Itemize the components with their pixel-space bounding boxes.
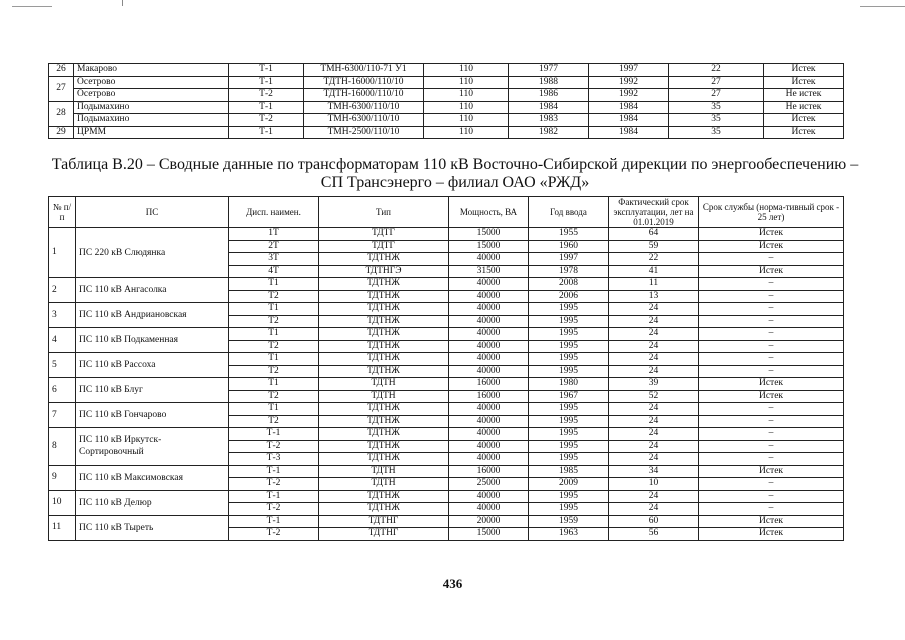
- header-no: № п/п: [49, 197, 76, 228]
- substation-name: ПС 110 кВ Иркутск-Сортировочный: [76, 428, 229, 466]
- service-life-status: –: [699, 315, 844, 328]
- dispatch-name: 4Т: [229, 265, 319, 278]
- transformer-type: ТДТНЖ: [319, 340, 449, 353]
- table-row: [49, 126, 844, 139]
- dispatch-name: 1Т: [229, 228, 319, 241]
- service-life-status: Истек: [699, 465, 844, 478]
- substation-name: Осетрово: [74, 76, 229, 89]
- service-life-status: Истек: [699, 378, 844, 391]
- voltage: 110: [424, 101, 509, 114]
- power: 40000: [449, 315, 529, 328]
- substation-name: ПС 110 кВ Рассоха: [76, 353, 229, 378]
- dispatch-name: Т2: [229, 340, 319, 353]
- transformer-type: ТДТНЖ: [319, 253, 449, 266]
- table-row: [49, 328, 844, 341]
- header-power: Мощность, ВА: [449, 197, 529, 228]
- service-life-status: –: [699, 290, 844, 303]
- actual-service-years: 39: [609, 378, 699, 391]
- dispatch-name: Т1: [229, 303, 319, 316]
- table-row: [49, 89, 844, 102]
- transformer-type: ТДТНЖ: [319, 353, 449, 366]
- commission-year: 1963: [529, 528, 609, 541]
- commission-year: 2006: [529, 290, 609, 303]
- transformer-type: ТДТН-16000/110/10: [304, 76, 424, 89]
- power: 31500: [449, 265, 529, 278]
- service-status: Не истек: [764, 89, 844, 102]
- commission-year: 1984: [589, 126, 669, 139]
- actual-service-years: 24: [609, 353, 699, 366]
- dispatch-name: Т2: [229, 315, 319, 328]
- dispatch-name: Т-2: [229, 528, 319, 541]
- continued-table-body: [49, 64, 844, 139]
- actual-service-years: 24: [609, 490, 699, 503]
- row-number: 2: [49, 278, 76, 303]
- power: 40000: [449, 278, 529, 291]
- actual-service-years: 11: [609, 278, 699, 291]
- actual-service-years: 24: [609, 415, 699, 428]
- manufacture-year: 1984: [509, 101, 589, 114]
- transformer-type: ТДТНЖ: [319, 290, 449, 303]
- actual-service-years: 59: [609, 240, 699, 253]
- substation-name: Подымахино: [74, 114, 229, 127]
- dispatch-name: Т1: [229, 403, 319, 416]
- voltage: 110: [424, 89, 509, 102]
- substation-name: ПС 110 кВ Делюр: [76, 490, 229, 515]
- dispatch-name: Т-1: [229, 126, 304, 139]
- power: 40000: [449, 290, 529, 303]
- actual-service-years: 24: [609, 503, 699, 516]
- substation-name: Подымахино: [74, 101, 229, 114]
- service-life-status: –: [699, 490, 844, 503]
- dispatch-name: Т-2: [229, 114, 304, 127]
- service-life-status: –: [699, 440, 844, 453]
- actual-service-years: 24: [609, 340, 699, 353]
- transformer-type: ТМН-6300/110/10: [304, 114, 424, 127]
- substation-name: ПС 110 кВ Подкаменная: [76, 328, 229, 353]
- actual-service-years: 34: [609, 465, 699, 478]
- row-number: 4: [49, 328, 76, 353]
- power: 15000: [449, 528, 529, 541]
- substation-name: ПС 110 кВ Тыреть: [76, 515, 229, 540]
- dispatch-name: Т-2: [229, 503, 319, 516]
- table-row: [49, 465, 844, 478]
- substation-name: ПС 110 кВ Максимовская: [76, 465, 229, 490]
- commission-year: 1980: [529, 378, 609, 391]
- service-life-status: Истек: [699, 240, 844, 253]
- voltage: 110: [424, 114, 509, 127]
- substation-name: ПС 110 кВ Ангасолка: [76, 278, 229, 303]
- commission-year: 1995: [529, 328, 609, 341]
- dispatch-name: Т-1: [229, 101, 304, 114]
- dispatch-name: Т1: [229, 353, 319, 366]
- power: 16000: [449, 465, 529, 478]
- power: 40000: [449, 453, 529, 466]
- service-life-status: –: [699, 328, 844, 341]
- table-row: [49, 428, 844, 441]
- transformer-type: ТДТНЖ: [319, 278, 449, 291]
- row-number: 28: [49, 101, 74, 126]
- table-row: [49, 403, 844, 416]
- table-caption-line-2: СП Трансэнерго – филиал ОАО «РЖД»: [320, 174, 590, 191]
- transformer-type: ТДТНЖ: [319, 303, 449, 316]
- actual-service-years: 24: [609, 365, 699, 378]
- transformer-type: ТДТНЖ: [319, 490, 449, 503]
- row-number: 1: [49, 228, 76, 278]
- actual-service-years: 24: [609, 303, 699, 316]
- transformer-type: ТДТНЖ: [319, 403, 449, 416]
- dispatch-name: Т2: [229, 365, 319, 378]
- row-number: 6: [49, 378, 76, 403]
- dispatch-name: 3Т: [229, 253, 319, 266]
- row-number: 3: [49, 303, 76, 328]
- transformers-table: [48, 196, 844, 541]
- row-number: 9: [49, 465, 76, 490]
- continued-table: [48, 63, 844, 139]
- commission-year: 1995: [529, 340, 609, 353]
- transformer-type: ТДТНГ: [319, 528, 449, 541]
- actual-service-years: 24: [609, 428, 699, 441]
- power: 40000: [449, 353, 529, 366]
- service-status: Истек: [764, 114, 844, 127]
- commission-year: 1995: [529, 440, 609, 453]
- dispatch-name: Т-3: [229, 453, 319, 466]
- commission-year: 1997: [529, 253, 609, 266]
- actual-service-years: 13: [609, 290, 699, 303]
- transformer-type: ТДТНЖ: [319, 328, 449, 341]
- service-life-status: Истек: [699, 390, 844, 403]
- dispatch-name: Т-2: [229, 89, 304, 102]
- power: 40000: [449, 415, 529, 428]
- transformer-type: ТДТН: [319, 465, 449, 478]
- table-row: [49, 303, 844, 316]
- row-number: 8: [49, 428, 76, 466]
- table-row: [49, 515, 844, 528]
- substation-name: ПС 110 кВ Блуг: [76, 378, 229, 403]
- dispatch-name: Т1: [229, 328, 319, 341]
- service-life-status: –: [699, 340, 844, 353]
- table-row: [49, 101, 844, 114]
- dispatch-name: 2Т: [229, 240, 319, 253]
- actual-service-years: 41: [609, 265, 699, 278]
- row-number: 10: [49, 490, 76, 515]
- transformer-type: ТДТН-16000/110/10: [304, 89, 424, 102]
- dispatch-name: Т-1: [229, 64, 304, 77]
- service-life-status: –: [699, 503, 844, 516]
- transformer-type: ТДТНЖ: [319, 365, 449, 378]
- voltage: 110: [424, 76, 509, 89]
- service-life-status: Истек: [699, 265, 844, 278]
- transformer-type: ТМН-6300/110/10: [304, 101, 424, 114]
- table-row: [49, 378, 844, 391]
- transformer-type: ТДТНЖ: [319, 315, 449, 328]
- actual-service-years: 60: [609, 515, 699, 528]
- table-row: [49, 278, 844, 291]
- transformer-type: ТДТГ: [319, 240, 449, 253]
- commission-year: 1985: [529, 465, 609, 478]
- table-row: [49, 353, 844, 366]
- transformer-type: ТДТНГ: [319, 515, 449, 528]
- service-life-status: –: [699, 278, 844, 291]
- substation-name: ПС 110 кВ Андриановская: [76, 303, 229, 328]
- service-life-status: –: [699, 353, 844, 366]
- manufacture-year: 1977: [509, 64, 589, 77]
- commission-year: 1997: [589, 64, 669, 77]
- row-number: 7: [49, 403, 76, 428]
- service-life-status: Истек: [699, 228, 844, 241]
- service-years: 22: [669, 64, 764, 77]
- page-number: 436: [442, 576, 463, 591]
- dispatch-name: Т-1: [229, 76, 304, 89]
- header-actual-service: Фактический срок эксплуатации, лет на 01.01.2019: [609, 197, 699, 228]
- actual-service-years: 56: [609, 528, 699, 541]
- power: 15000: [449, 240, 529, 253]
- substation-name: Макарово: [74, 64, 229, 77]
- power: 40000: [449, 490, 529, 503]
- power: 20000: [449, 515, 529, 528]
- power: 40000: [449, 253, 529, 266]
- power: 16000: [449, 390, 529, 403]
- dispatch-name: Т-1: [229, 490, 319, 503]
- service-life-status: –: [699, 253, 844, 266]
- power: 40000: [449, 440, 529, 453]
- commission-year: 1995: [529, 303, 609, 316]
- service-status: Истек: [764, 76, 844, 89]
- actual-service-years: 24: [609, 328, 699, 341]
- actual-service-years: 24: [609, 453, 699, 466]
- service-life-status: –: [699, 453, 844, 466]
- row-number: 29: [49, 126, 74, 139]
- voltage: 110: [424, 126, 509, 139]
- row-number: 27: [49, 76, 74, 101]
- table-header-row: [49, 197, 844, 228]
- power: 15000: [449, 228, 529, 241]
- table-row: [49, 76, 844, 89]
- dispatch-name: Т-1: [229, 465, 319, 478]
- substation-name: ЦРММ: [74, 126, 229, 139]
- transformer-type: ТДТНГЭ: [319, 265, 449, 278]
- dispatch-name: Т-1: [229, 428, 319, 441]
- dispatch-name: Т-1: [229, 515, 319, 528]
- commission-year: 1995: [529, 353, 609, 366]
- dispatch-name: Т1: [229, 278, 319, 291]
- commission-year: 1992: [589, 76, 669, 89]
- dispatch-name: Т-2: [229, 440, 319, 453]
- row-number: 26: [49, 64, 74, 77]
- commission-year: 1967: [529, 390, 609, 403]
- substation-name: Осетрово: [74, 89, 229, 102]
- service-status: Истек: [764, 64, 844, 77]
- commission-year: 1995: [529, 365, 609, 378]
- actual-service-years: 52: [609, 390, 699, 403]
- commission-year: 1995: [529, 315, 609, 328]
- transformer-type: ТДТНЖ: [319, 428, 449, 441]
- power: 40000: [449, 340, 529, 353]
- transformer-type: ТДТНЖ: [319, 415, 449, 428]
- scan-tick-mark: [122, 0, 123, 6]
- transformer-type: ТМН-6300/110-71 У1: [304, 64, 424, 77]
- transformer-type: ТДТН: [319, 378, 449, 391]
- transformer-type: ТДТН: [319, 478, 449, 491]
- commission-year: 1995: [529, 453, 609, 466]
- transformer-type: ТДТНЖ: [319, 453, 449, 466]
- power: 40000: [449, 403, 529, 416]
- commission-year: 1995: [529, 403, 609, 416]
- service-years: 27: [669, 89, 764, 102]
- transformers-table-body: [49, 228, 844, 541]
- commission-year: 1960: [529, 240, 609, 253]
- header-substation: ПС: [76, 197, 229, 228]
- actual-service-years: 24: [609, 440, 699, 453]
- substation-name: ПС 110 кВ Гончарово: [76, 403, 229, 428]
- commission-year: 1984: [589, 114, 669, 127]
- commission-year: 1984: [589, 101, 669, 114]
- table-row: [49, 114, 844, 127]
- power: 40000: [449, 303, 529, 316]
- transformer-type: ТДТН: [319, 390, 449, 403]
- dispatch-name: Т2: [229, 390, 319, 403]
- service-life-status: –: [699, 365, 844, 378]
- commission-year: 1978: [529, 265, 609, 278]
- header-type: Тип: [319, 197, 449, 228]
- commission-year: 2008: [529, 278, 609, 291]
- transformer-type: ТДТГ: [319, 228, 449, 241]
- dispatch-name: Т-2: [229, 478, 319, 491]
- commission-year: 2009: [529, 478, 609, 491]
- scan-edge-line-right: [860, 6, 905, 7]
- table-row: [49, 228, 844, 241]
- commission-year: 1995: [529, 415, 609, 428]
- commission-year: 1995: [529, 428, 609, 441]
- service-life-status: Истек: [699, 515, 844, 528]
- dispatch-name: Т2: [229, 290, 319, 303]
- service-years: 35: [669, 101, 764, 114]
- service-life-status: –: [699, 428, 844, 441]
- service-life-status: –: [699, 403, 844, 416]
- power: 40000: [449, 503, 529, 516]
- substation-name: ПС 220 кВ Слюдянка: [76, 228, 229, 278]
- voltage: 110: [424, 64, 509, 77]
- service-life-status: Истек: [699, 528, 844, 541]
- actual-service-years: 64: [609, 228, 699, 241]
- table-row: [49, 64, 844, 77]
- transformer-type: ТДТНЖ: [319, 503, 449, 516]
- service-life-status: –: [699, 478, 844, 491]
- dispatch-name: Т2: [229, 415, 319, 428]
- service-years: 35: [669, 126, 764, 139]
- actual-service-years: 24: [609, 403, 699, 416]
- table-row: [49, 490, 844, 503]
- power: 40000: [449, 365, 529, 378]
- commission-year: 1995: [529, 490, 609, 503]
- service-years: 35: [669, 114, 764, 127]
- scan-edge-line-left: [12, 6, 52, 7]
- commission-year: 1959: [529, 515, 609, 528]
- commission-year: 1955: [529, 228, 609, 241]
- header-service-life: Срок службы (норма-тивный срок - 25 лет): [699, 197, 844, 228]
- commission-year: 1995: [529, 503, 609, 516]
- service-status: Истек: [764, 126, 844, 139]
- manufacture-year: 1988: [509, 76, 589, 89]
- service-life-status: –: [699, 415, 844, 428]
- table-caption: [40, 156, 870, 192]
- header-year: Год ввода: [529, 197, 609, 228]
- dispatch-name: Т1: [229, 378, 319, 391]
- transformer-type: ТДТНЖ: [319, 440, 449, 453]
- commission-year: 1992: [589, 89, 669, 102]
- actual-service-years: 22: [609, 253, 699, 266]
- manufacture-year: 1986: [509, 89, 589, 102]
- power: 40000: [449, 428, 529, 441]
- table-caption-line-1: Таблица В.20 – Сводные данные по трансформаторам 110 кВ Восточно-Сибирской дирекции по энергообеспечению –: [51, 156, 859, 173]
- actual-service-years: 10: [609, 478, 699, 491]
- transformer-type: ТМН-2500/110/10: [304, 126, 424, 139]
- service-life-status: –: [699, 303, 844, 316]
- row-number: 11: [49, 515, 76, 540]
- manufacture-year: 1982: [509, 126, 589, 139]
- manufacture-year: 1983: [509, 114, 589, 127]
- header-dispatch-name: Дисп. наимен.: [229, 197, 319, 228]
- row-number: 5: [49, 353, 76, 378]
- actual-service-years: 24: [609, 315, 699, 328]
- power: 25000: [449, 478, 529, 491]
- service-status: Не истек: [764, 101, 844, 114]
- power: 40000: [449, 328, 529, 341]
- power: 16000: [449, 378, 529, 391]
- service-years: 27: [669, 76, 764, 89]
